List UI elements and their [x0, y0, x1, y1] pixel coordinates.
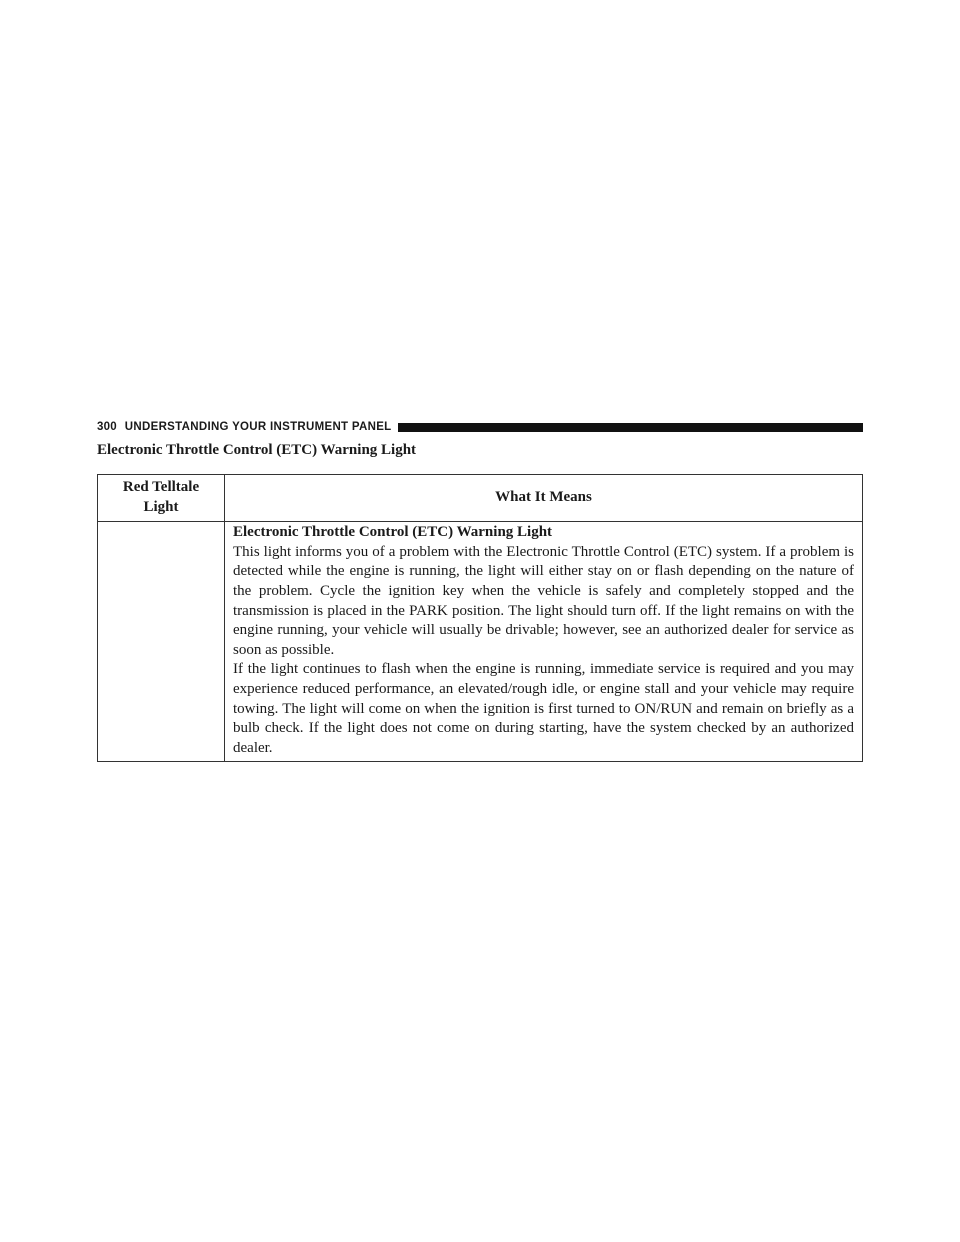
meaning-title: Electronic Throttle Control (ETC) Warning Light — [233, 524, 553, 541]
telltale-table — [97, 474, 863, 762]
page-number: 300 — [97, 421, 117, 433]
table-row — [98, 522, 863, 762]
header-rule — [398, 423, 864, 432]
section-title: UNDERSTANDING YOUR INSTRUMENT PANEL — [124, 421, 392, 433]
column-header-light: Red Telltale Light — [98, 475, 225, 522]
telltale-light-cell — [98, 522, 225, 762]
meaning-paragraph-2: If the light continues to flash when the engine is running, immediate service is required and you may experience reduced performance, an elevated/rough idle, or engine stall and your vehicle may require towing. The light will come on when the ignition is first turned to ON/RUN and remain on briefly as a bulb check. If the light does not come on during starting, have the system checked by an authorized dealer. — [233, 661, 854, 756]
table-header-row — [98, 475, 863, 522]
meaning-cell — [225, 522, 863, 762]
page-heading: Electronic Throttle Control (ETC) Warning Light — [97, 442, 417, 458]
column-header-meaning: What It Means — [225, 475, 863, 522]
meaning-paragraph-1: This light informs you of a problem with the Electronic Throttle Control (ETC) system. If a problem is detected while the engine is running, the light will either stay on or flash depending on the nature of the problem. Cycle the ignition key when the vehicle is safely and completely stopped and the transmission is placed in the PARK position. The light should turn off. If the light remains on with the engine running, your vehicle will usually be drivable; however, see an authorized dealer for service as soon as possible. — [233, 543, 854, 658]
running-header — [97, 419, 863, 435]
